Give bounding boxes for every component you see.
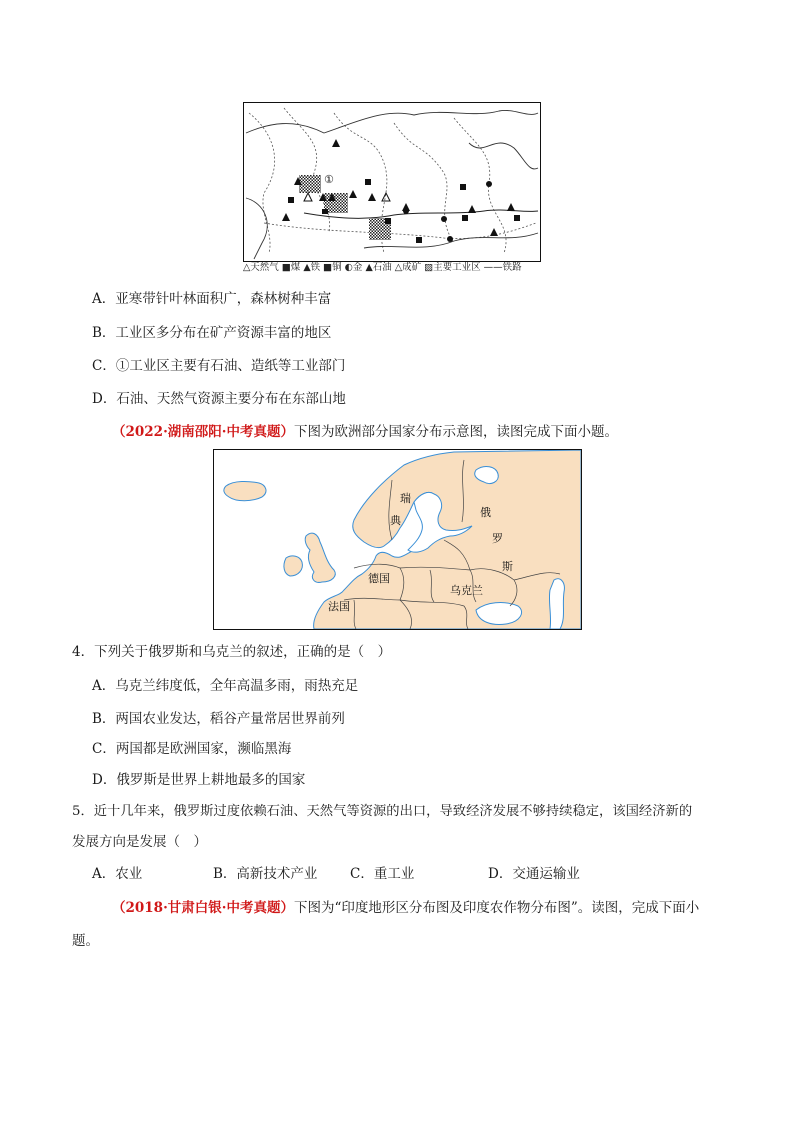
section-intro-2018 [112, 899, 699, 917]
industrial-region [299, 175, 321, 193]
q5-stem-line1: 5．近十几年来，俄罗斯过度依赖石油、天然气等资源的出口，导致经济发展不够持续稳定，该国经济新的 [72, 804, 693, 819]
q5-option-d[interactable] [488, 865, 580, 883]
option-text: 亚寒带针叶林面积广，森林树种丰富 [115, 291, 332, 307]
russia-resource-map [243, 102, 541, 262]
oil-symbol [490, 228, 498, 236]
oil-symbol [468, 205, 476, 213]
option-letter: A． [92, 291, 116, 307]
option-text: 两国农业发达，稻谷产量常居世界前列 [115, 711, 345, 727]
option-letter: B． [213, 866, 237, 882]
iceland-land [224, 481, 266, 500]
q5-option-c[interactable] [350, 865, 414, 883]
gas-symbol [304, 193, 312, 201]
source-tag: （2018·甘肃白银·中考真题） [112, 900, 294, 916]
q4-option-d[interactable] [92, 771, 305, 789]
oil-symbol [368, 193, 376, 201]
option-letter: B． [92, 711, 116, 727]
q3-option-b[interactable] [92, 324, 331, 342]
europe-map [213, 449, 582, 630]
option-letter: A． [92, 678, 116, 694]
intro-text: 下图为“印度地形区分布图及印度农作物分布图”。读图，完成下面小 [293, 900, 700, 916]
q4-option-b[interactable] [92, 710, 345, 728]
ireland-land [284, 556, 302, 576]
europe-map-drawing [214, 450, 581, 629]
option-text: 工业区多分布在矿产资源丰富的地区 [115, 325, 332, 341]
gold-symbol [441, 216, 447, 222]
oil-symbol [349, 190, 357, 198]
russia-label-1: 俄 [480, 506, 491, 519]
ukraine-label: 乌克兰 [450, 584, 483, 597]
gold-symbol [403, 208, 409, 214]
coal-symbol [460, 184, 466, 190]
option-text: 高新技术产业 [236, 866, 318, 882]
france-label: 法国 [328, 600, 350, 613]
option-letter: C． [350, 866, 374, 882]
option-text: 乌克兰纬度低，全年高温多雨，雨热充足 [115, 678, 359, 694]
copper-symbol [322, 209, 328, 214]
iron-symbol [332, 139, 340, 147]
option-letter: C． [92, 358, 116, 374]
coal-symbol [385, 218, 391, 224]
coal-symbol [416, 237, 422, 243]
intro-text: 下图为欧洲部分国家分布示意图，读图完成下面小题。 [293, 424, 618, 440]
coal-symbol [462, 215, 468, 221]
option-letter: C． [92, 741, 116, 757]
section-intro-2022 [112, 423, 618, 441]
option-text: 石油、天然气资源主要分布在东部山地 [116, 391, 346, 407]
coal-symbol [365, 179, 371, 185]
option-text: 农业 [115, 866, 143, 882]
russia-map-legend: △天然气 ■煤 ▲铁 ■铜 ◐金 ▲石油 △成矿 ▨主要工业区 ——铁路 [243, 262, 522, 273]
coal-symbol [288, 197, 294, 203]
industrial-region-marks [299, 175, 391, 240]
option-letter: B． [92, 325, 116, 341]
coal-symbol [514, 215, 520, 221]
gold-symbol [486, 181, 492, 187]
q3-option-d[interactable] [92, 390, 346, 408]
q5-stem-line2: 发展方向是发展（ ） [72, 834, 207, 850]
option-letter: D． [92, 391, 117, 407]
russia-label-3: 斯 [502, 560, 513, 573]
q5-option-b[interactable] [213, 865, 317, 883]
q5-option-a[interactable] [92, 865, 142, 883]
gas-symbol [382, 193, 390, 201]
germany-label: 德国 [368, 572, 390, 585]
sweden-label-1: 瑞 [400, 492, 411, 505]
option-text: ①工业区主要有石油、造纸等工业部门 [115, 358, 346, 374]
great-britain-land [305, 533, 335, 582]
sweden-label-2: 典 [390, 514, 401, 527]
section-intro-2018-line2: 题。 [72, 933, 99, 949]
q3-option-c[interactable] [92, 357, 345, 375]
industrial-region-circled-label: ① [324, 173, 334, 186]
q3-option-a[interactable] [92, 290, 331, 308]
option-letter: D． [488, 866, 513, 882]
russia-label-2: 罗 [492, 532, 503, 545]
option-text: 两国都是欧洲国家，濒临黑海 [115, 741, 292, 757]
caspian-sea [549, 579, 564, 629]
option-letter: D． [92, 772, 117, 788]
option-text: 俄罗斯是世界上耕地最多的国家 [116, 772, 306, 788]
q4-option-c[interactable] [92, 740, 291, 758]
oil-symbol [282, 213, 290, 221]
source-tag: （2022·湖南邵阳·中考真题） [112, 424, 294, 440]
russia-map-drawing [244, 103, 540, 261]
option-letter: A． [92, 866, 116, 882]
q4-option-a[interactable] [92, 677, 358, 695]
option-text: 重工业 [373, 866, 415, 882]
mainland-europe-land [314, 450, 581, 629]
q4-stem: 4．下列关于俄罗斯和乌克兰的叙述，正确的是（ ） [72, 644, 392, 660]
option-text: 交通运输业 [512, 866, 580, 882]
oil-symbol [507, 203, 515, 211]
gold-symbol [447, 236, 453, 242]
